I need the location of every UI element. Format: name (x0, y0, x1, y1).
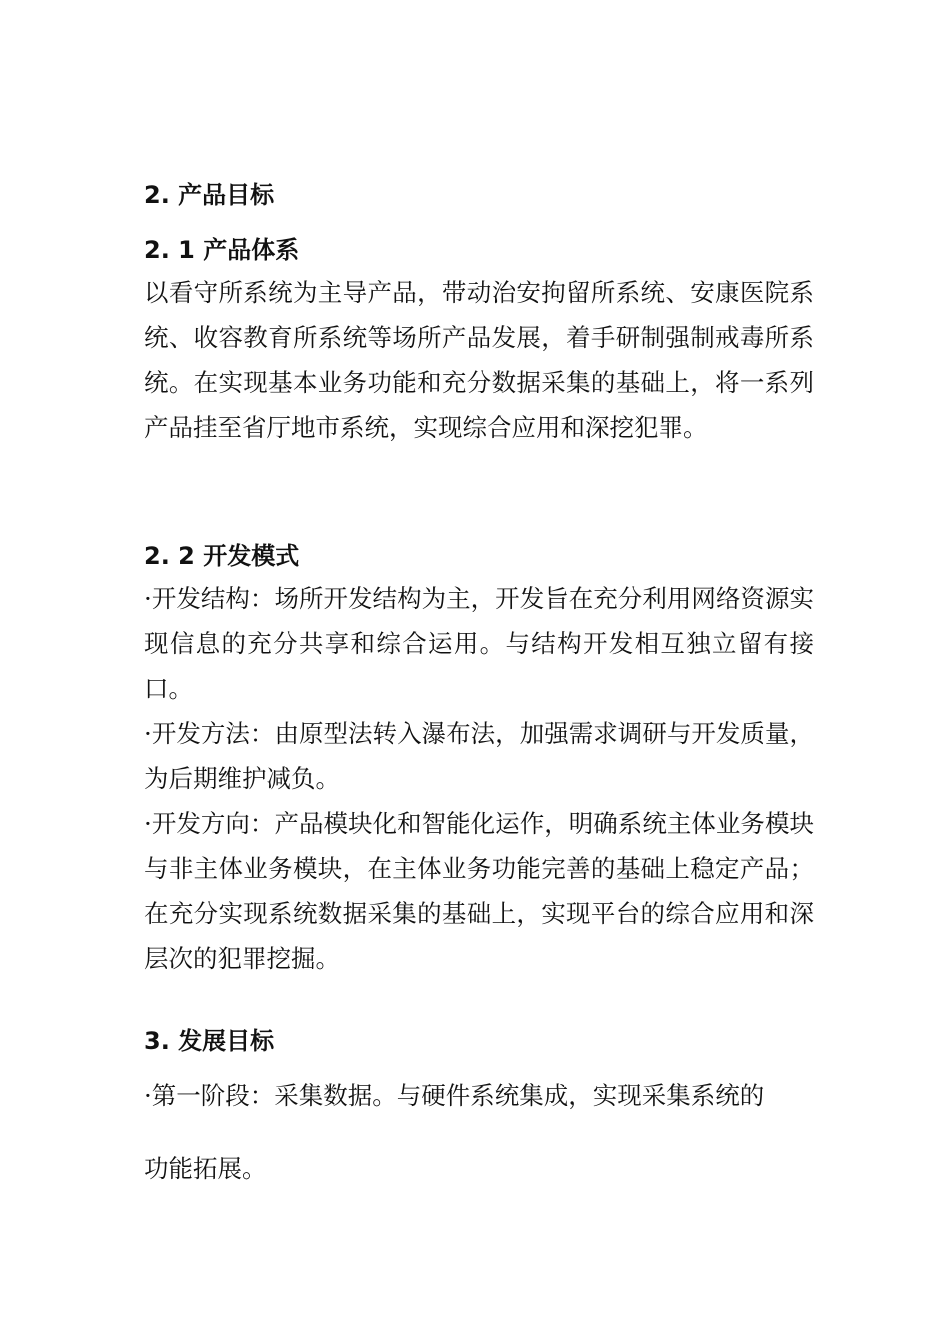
paragraph-product-system: 以看守所系统为主导产品，带动治安拘留所系统、安康医院系统、收容教育所系统等场所产品发展，着手研制强制戒毒所系统。在实现基本业务功能和充分数据采集的基础上，将一系列产品挂至省厅地市系统，实现综合应用和深挖犯罪。 (144, 278, 814, 442)
paragraph-stage-one-line-1: ·第一阶段：采集数据。与硬件系统集成，实现采集系统的 (144, 1081, 765, 1110)
section-heading-product-goal: 2. 产品目标 (144, 181, 275, 209)
paragraph-stage-one-line-2: 功能拓展。 (144, 1154, 267, 1183)
subsection-heading-product-system: 2. 1 产品体系 (144, 236, 300, 264)
subsection-heading-dev-mode: 2. 2 开发模式 (144, 542, 300, 570)
section-heading-dev-goal: 3. 发展目标 (144, 1027, 275, 1055)
paragraph-dev-method: ·开发方法：由原型法转入瀑布法，加强需求调研与开发质量，为后期维护减负。 (144, 719, 814, 793)
document-page (144, 0, 814, 1344)
paragraph-dev-direction: ·开发方向：产品模块化和智能化运作，明确系统主体业务模块与非主体业务模块，在主体业务功能完善的基础上稳定产品；在充分实现系统数据采集的基础上，实现平台的综合应用和深层次的犯罪挖掘。 (144, 809, 814, 973)
paragraph-dev-structure: ·开发结构：场所开发结构为主，开发旨在充分利用网络资源实现信息的充分共享和综合运用。与结构开发相互独立留有接口。 (144, 584, 814, 703)
